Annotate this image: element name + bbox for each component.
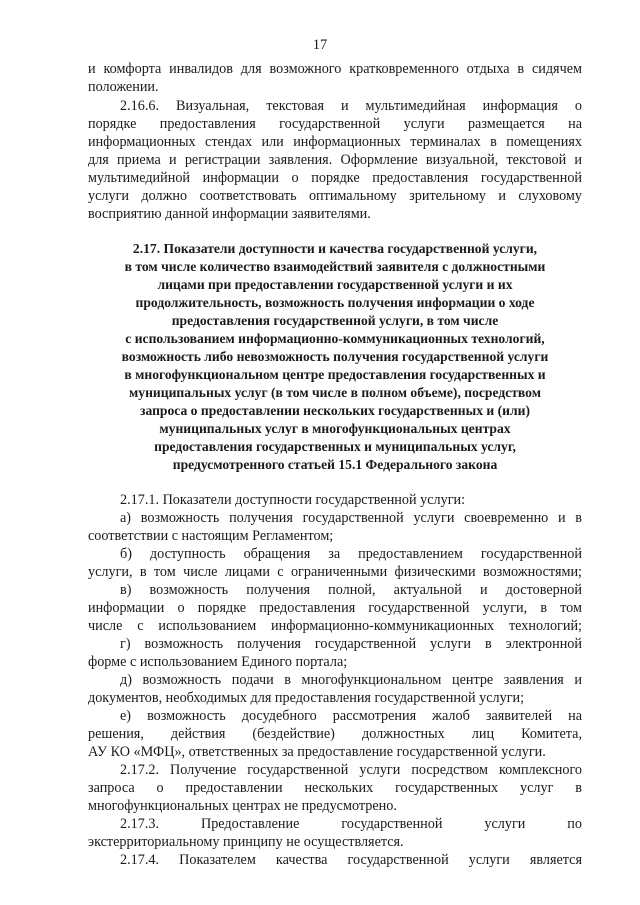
section-heading-line: продолжительность, возможность получения информации о ходе xyxy=(135,295,535,310)
text-line: положении. xyxy=(88,79,159,95)
section-heading-line: лицами при предоставлении государственной услуги и их xyxy=(157,277,513,292)
section-heading-line: предоставления государственных и муниципальных услуг, xyxy=(154,439,516,454)
paragraph-2-17-2-line: многофункциональных центрах не предусмотрено. xyxy=(88,798,397,814)
list-item-e-line: решения, действия (бездействие) должностных лиц Комитета, xyxy=(88,726,582,742)
section-heading-line: возможность либо невозможность получения государственной услуги xyxy=(121,349,549,364)
section-heading-line: предусмотренного статьей 15.1 Федерального закона xyxy=(172,457,498,472)
section-heading-line: муниципальных услуг в многофункциональных центрах xyxy=(159,421,511,436)
paragraph-2-16-6-line: 2.16.6. Визуальная, текстовая и мультимедийная информация о xyxy=(120,98,582,114)
section-heading-line: с использованием информационно-коммуникационных технологий, xyxy=(125,331,545,346)
paragraph-2-16-6-line: порядке предоставления государственной услуги размещается на xyxy=(88,116,582,132)
text-line: и комфорта инвалидов для возможного кратковременного отдыха в сидячем xyxy=(88,61,582,77)
section-heading-line: предоставления государственной услуги, в том числе xyxy=(171,313,499,328)
list-item-a-line: а) возможность получения государственной услуги своевременно и в xyxy=(120,510,582,526)
paragraph-2-16-6-line: восприятию данной информации заявителями. xyxy=(88,206,371,222)
section-heading-line: в том числе количество взаимодействий заявителя с должностными xyxy=(124,259,546,274)
section-heading-line: 2.17. Показатели доступности и качества государственной услуги, xyxy=(132,241,538,256)
page-number: 17 xyxy=(312,37,328,53)
list-item-b-line: услуги, в том числе лицами с ограниченными физическими возможностями; xyxy=(88,564,582,580)
paragraph-2-16-6-line: информационных стендах или информационных терминалах в помещениях xyxy=(88,134,582,150)
paragraph-2-17-2-line: 2.17.2. Получение государственной услуги посредством комплексного xyxy=(120,762,582,778)
paragraph-2-17-1: 2.17.1. Показатели доступности государственной услуги: xyxy=(120,492,466,508)
list-item-e-line: АУ КО «МФЦ», ответственных за предоставление государственной услуги. xyxy=(88,744,546,760)
list-item-a-line: соответствии с настоящим Регламентом; xyxy=(88,528,334,544)
paragraph-2-16-6-line: мультимедийной информации о порядке предоставления государственной xyxy=(88,170,582,186)
list-item-d-line: д) возможность подачи в многофункциональном центре заявления и xyxy=(120,672,582,688)
list-item-v-line: числе с использованием информационно-коммуникационных технологий; xyxy=(88,618,582,634)
paragraph-2-16-6-line: для приема и регистрации заявления. Оформление визуальной, текстовой и xyxy=(88,152,582,168)
list-item-d-line: документов, необходимых для предоставления государственной услуги; xyxy=(88,690,525,706)
paragraph-2-17-4-line: 2.17.4. Показателем качества государственной услуги является xyxy=(120,852,582,868)
section-heading-line: запроса о предоставлении нескольких государственных и (или) xyxy=(140,403,530,418)
list-item-e-line: е) возможность досудебного рассмотрения жалоб заявителей на xyxy=(120,708,582,724)
section-heading-line: в многофункциональном центре предоставления государственных и xyxy=(124,367,546,382)
paragraph-2-17-3-line: экстерриториальному принципу не осуществляется. xyxy=(88,834,404,850)
list-item-v-line: информации о порядке предоставления государственной услуги, в том xyxy=(88,600,582,616)
paragraph-2-16-6-line: услуги должно соответствовать оптимальному зрительному и слуховому xyxy=(88,188,582,204)
list-item-g-line: форме с использованием Единого портала; xyxy=(88,654,348,670)
section-heading-line: муниципальных услуг (в том числе в полном объеме), посредством xyxy=(129,385,541,400)
list-item-v-line: в) возможность получения полной, актуальной и достоверной xyxy=(120,582,582,598)
list-item-g-line: г) возможность получения государственной услуги в электронной xyxy=(120,636,582,652)
paragraph-2-17-2-line: запроса о предоставлении нескольких государственных услуг в xyxy=(88,780,582,796)
list-item-b-line: б) доступность обращения за предоставлением государственной xyxy=(120,546,582,562)
paragraph-2-17-3-line: 2.17.3. Предоставление государственной услуги по xyxy=(120,816,582,832)
